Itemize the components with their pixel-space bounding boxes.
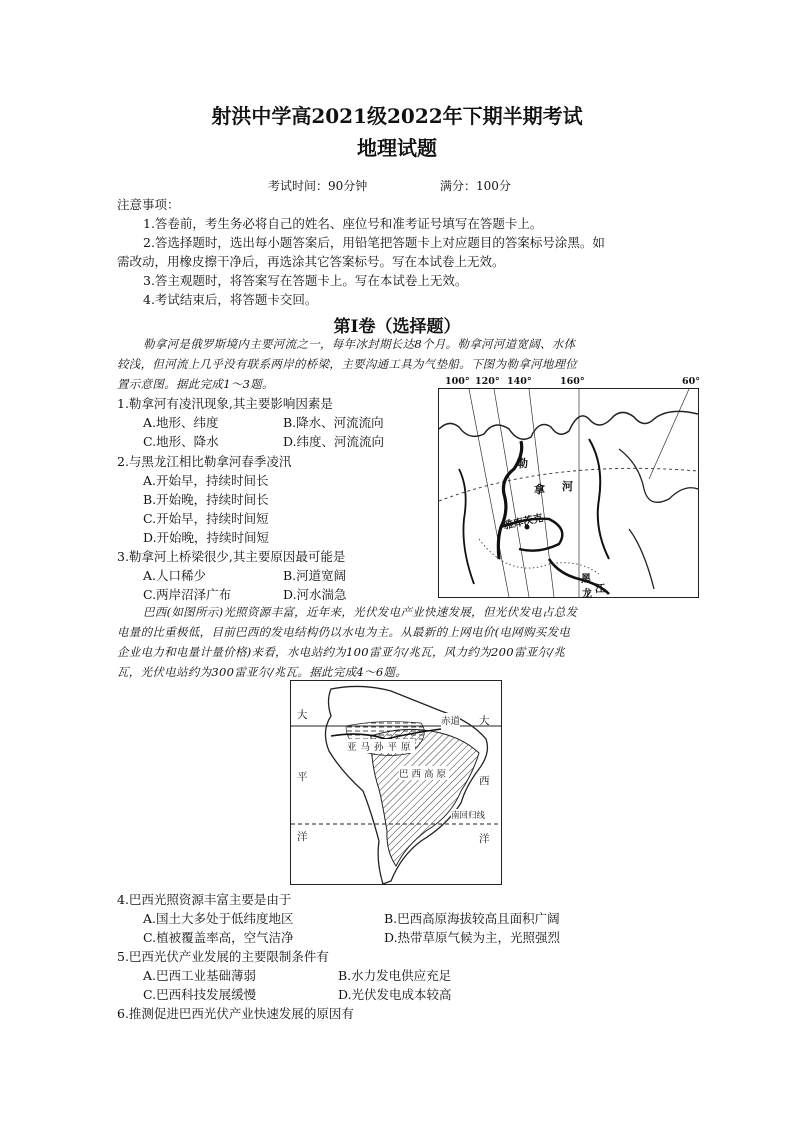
ocean-label: 西 [479,775,490,787]
notice-item: 4.考试结束后，将答题卡交回。 [143,292,318,307]
lon-label: 160° [560,376,585,387]
coastline-southeast [629,529,654,589]
passage1-line: 置示意图。据此完成1～3题。 [117,377,274,391]
tropic-label: 南回归线 [451,811,486,821]
question-option: A.人口稀少 [143,568,207,583]
question-option: A.巴西工业基础薄弱 [143,968,257,983]
river-label: 勒 [517,457,528,470]
heilong-label: 黑 [581,574,591,585]
question-option: B.开始晚，持续时间长 [143,492,269,507]
question-option: C.地形、降水 [143,434,219,449]
question-option: C.两岸沼泽广布 [143,587,232,602]
plateau-label: 巴西高原 [399,766,449,780]
ocean-label: 平 [297,771,308,783]
brazil-map [290,680,502,885]
question-option: D.热带草原气候为主，光照强烈 [384,930,561,945]
ocean-label: 大 [297,709,308,721]
passage2-line: 电量的比重极低，目前巴西的发电结构仍以水电为主。从最新的上网电价(电网购买发电 [117,625,571,639]
passage2-line: 巴西(如图所示)光照资源丰富，近年来，光伏发电产业快速发展，但光伏发电占总发 [143,605,578,619]
exam-time: 考试时间：90分钟 [268,179,368,193]
question-option: A.地形、纬度 [143,415,219,430]
question-stem: 4.巴西光照资源丰富主要是由于 [117,892,292,907]
question-option: D.河水湍急 [283,587,347,602]
notice-item: 1.答卷前，考生务必将自己的姓名、座位号和准考证号填写在答题卡上。 [143,216,543,231]
heilong-label: 江 [595,584,605,595]
question-option: D.纬度、河流流向 [283,434,385,449]
question-option: D.光伏发电成本较高 [338,987,452,1002]
ocean-label: 洋 [297,831,308,843]
passage1-line: 勒拿河是俄罗斯境内主要河流之一，每年冰封期长达8个月。勒拿河河道宽阔、水体 [143,337,576,351]
question-stem: 2.与黑龙江相比勒拿河春季凌汛 [117,454,292,469]
meridian-line [494,389,529,597]
equator-label: 赤道 [441,713,460,727]
exam-subtitle: 地理试题 [357,136,437,160]
question-option: C.植被覆盖率高，空气洁净 [143,930,294,945]
amazon-label: 亚马孙平原 [347,739,415,753]
kolyma-river [589,439,609,559]
river-label: 河 [562,480,573,493]
notice-item: 需改动，用橡皮擦干净后，再选涂其它答案标号。写在本试卷上无效。 [117,254,505,269]
notice-item: 3.答主观题时，将答案写在答题卡上。写在本试卷上无效。 [143,273,468,288]
question-stem: 5.巴西光伏产业发展的主要限制条件有 [117,949,329,964]
passage2-line: 瓦，光伏电站约为300雷亚尔/兆瓦。据此完成4～6题。 [117,665,408,679]
question-option: B.降水、河流流向 [283,415,384,430]
passage1-line: 较浅，但河流上几乎没有联系两岸的桥梁，主要沟通工具为气垫船。下图为勒拿河地理位 [117,357,578,371]
lon-label: 140° [507,376,532,387]
river-label: 拿 [534,483,545,496]
question-stem: 3.勒拿河上桥梁很少,其主要原因最可能是 [117,549,346,564]
lon-label: 60° [682,376,700,387]
ocean-label: 大 [479,715,490,727]
question-option: B.巴西高原海拔较高且面积广阔 [384,911,560,926]
yenisei-river [459,469,474,584]
section-title: 第Ⅰ卷（选择题） [333,317,461,337]
question-stem: 1.勒拿河有凌汛现象,其主要影响因素是 [117,396,333,411]
passage2-line: 企业电力和电量计量价格)来看，水电站约为100雷亚尔/兆瓦，风力约为200雷亚尔/兆 [117,645,566,659]
lon-label: 100° [445,376,470,387]
notice-item: 2.答选择题时，选出每小题答案后，用铅笔把答题卡上对应题目的答案标号涂黑。如 [143,235,605,250]
question-option: D.开始晚，持续时间短 [143,530,270,545]
lon-label: 120° [475,376,500,387]
heilong-label: 龙 [582,589,592,600]
question-stem: 6.推测促进巴西光伏产业快速发展的原因有 [117,1006,354,1021]
full-score: 满分：100分 [440,179,511,193]
question-option: B.水力发电供应充足 [338,968,452,983]
place-label-yakutsk: 雅库茨克 [502,512,545,532]
notice-heading: 注意事项： [117,197,180,212]
meridian-line [649,389,689,479]
question-option: C.开始早，持续时间短 [143,511,269,526]
question-option: A.开始早，持续时间长 [143,473,269,488]
question-option: C.巴西科技发展缓慢 [143,987,257,1002]
question-option: A.国土大多处于低纬度地区 [143,911,294,926]
question-option: B.河道宽阔 [283,568,347,583]
lena-river-map [438,388,699,598]
brazil-map-graphic [291,681,501,884]
ocean-label: 洋 [479,833,490,845]
exam-title: 射洪中学高2021级2022年下期半期考试 [211,104,583,128]
